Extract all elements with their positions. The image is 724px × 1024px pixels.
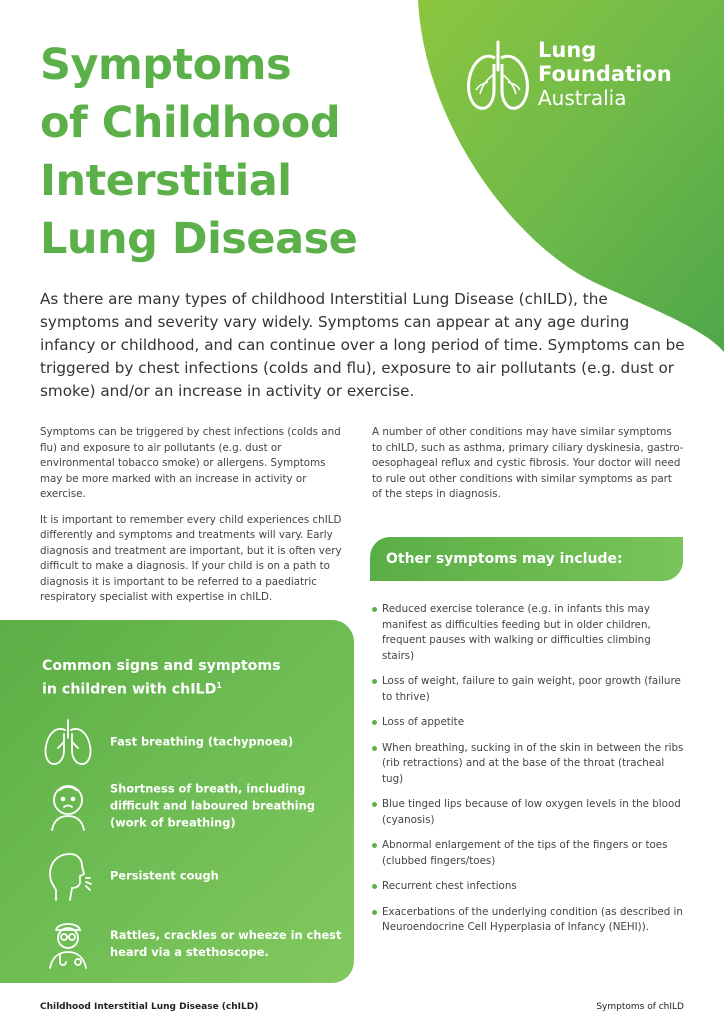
lung-foundation-logo [466, 38, 706, 118]
symptom-text: Shortness of breath, including difficult and laboured breathing (work of breathing) [110, 781, 315, 830]
logo-line-1: Lung [538, 38, 597, 62]
intro-paragraph: As there are many types of childhood Interstitial Lung Disease (chILD), the symptoms and severity vary widely. Symptoms can appear at any age during infancy or childhood, and can continue over a long period of time. Symptoms can be triggered by chest infections (colds and flu), exposure to air pollutants (e.g. dust or smoke) and/or an increase in activity or exercise. [40, 290, 685, 400]
list-item: Loss of weight, failure to gain weight, poor growth (failure to thrive) [372, 674, 684, 705]
symptom-text: Rattles, crackles or wheeze in chest heard via a stethoscope. [110, 928, 342, 959]
symptom-row [40, 778, 340, 834]
coughing-head-icon [40, 848, 96, 904]
panel-heading [42, 656, 332, 700]
list-item: Recurrent chest infections [372, 879, 684, 895]
list-item: Exacerbations of the underlying condition (as described in Neuroendocrine Cell Hyperplasia of Infancy (NEHI)). [372, 905, 684, 936]
symptom-text: Fast breathing (tachypnoea) [110, 734, 294, 749]
title-line: of Childhood [40, 98, 341, 148]
title-line: Interstitial [40, 156, 292, 206]
symptom-text: Persistent cough [110, 868, 219, 883]
panel-heading-line-1: Common signs and symptoms [42, 658, 281, 674]
footer-document-title: Childhood Interstitial Lung Disease (chILD) [40, 1002, 259, 1012]
list-item: Reduced exercise tolerance (e.g. in infants this may manifest as difficulties feeding but in older children, frequent pauses with walking or difficulties climbing stairs) [372, 602, 684, 664]
page-title [40, 36, 420, 268]
symptom-row [40, 848, 340, 904]
logo-wordmark [538, 38, 672, 110]
other-symptoms-heading: Other symptoms may include: [370, 537, 683, 581]
child-face-icon [40, 778, 96, 834]
logo-line-3: Australia [538, 86, 627, 110]
panel-heading-line-2: in children with chILD [42, 681, 217, 698]
right-paragraph-1: A number of other conditions may have similar symptoms to chILD, such as asthma, primary ciliary dyskinesia, gastro-oesophageal reflux and cystic fibrosis. Your doctor will need to rule out other conditions with similar symptoms as part of the steps in diagnosis. [372, 426, 684, 500]
other-symptoms-list [372, 602, 684, 946]
left-paragraph-1: Symptoms can be triggered by chest infections (colds and flu) and exposure to air pollutants (e.g. dust or environmental tobacco smoke) or allergens. Symptoms may be more marked with an increase in activity or exercise. [40, 426, 341, 500]
footnote-marker: 1 [216, 681, 222, 690]
footer-section-title: Symptoms of chILD [596, 1002, 684, 1012]
left-column [40, 425, 350, 616]
list-item: When breathing, sucking in of the skin in between the ribs (rib retractions) and at the base of the throat (tracheal tug) [372, 741, 684, 788]
title-line: Symptoms [40, 40, 292, 90]
left-paragraph-2: It is important to remember every child experiences chILD differently and symptoms and treatments will vary. Early diagnosis and treatment are important, but it is often very difficult to make a diagnosis. If your child is on a path to diagnosis it is important to be referred to a paediatric respiratory specialist with expertise in chILD. [40, 513, 342, 603]
symptom-row [40, 714, 340, 770]
lungs-logo-icon [466, 40, 530, 112]
list-item: Blue tinged lips because of low oxygen levels in the blood (cyanosis) [372, 797, 684, 828]
right-column [372, 425, 684, 513]
doctor-stethoscope-icon [40, 916, 96, 972]
symptom-row [40, 916, 340, 972]
lungs-icon [40, 714, 96, 770]
list-item: Loss of appetite [372, 715, 684, 731]
title-line: Lung Disease [40, 214, 358, 264]
list-item: Abnormal enlargement of the tips of the fingers or toes (clubbed fingers/toes) [372, 838, 684, 869]
logo-line-2: Foundation [538, 62, 672, 86]
common-symptoms-panel [0, 620, 354, 983]
